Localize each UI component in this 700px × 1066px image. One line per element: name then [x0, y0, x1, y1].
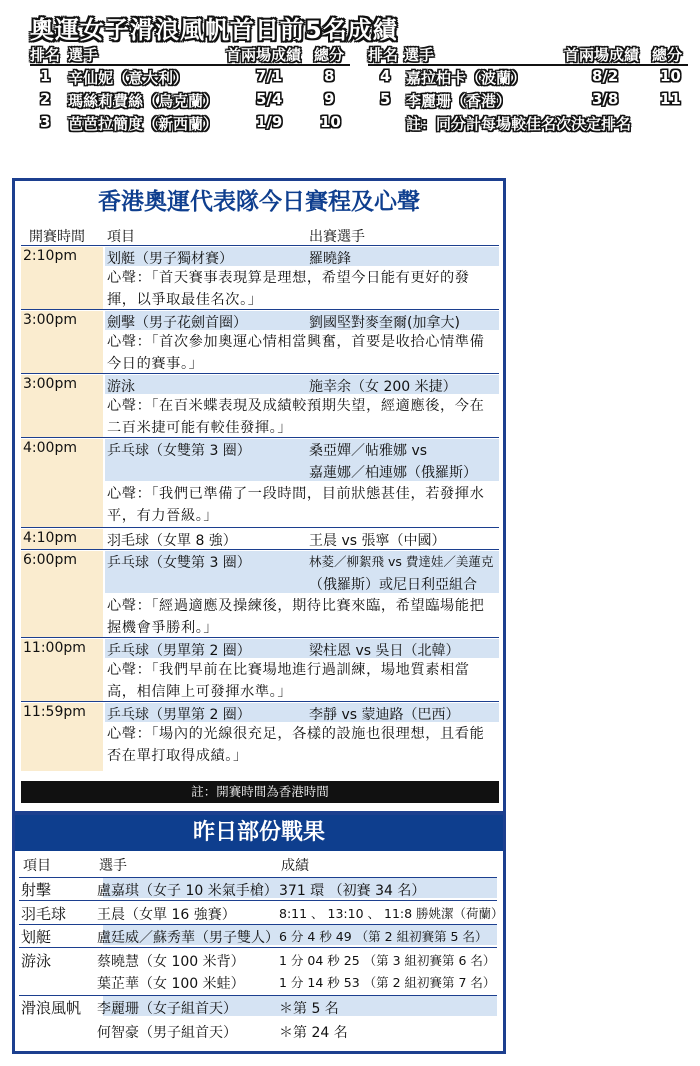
ranking-total: 11	[660, 90, 681, 108]
ranking-title: 奧運女子滑浪風帆首日前5名成績	[30, 16, 398, 44]
ranking-total: 10	[320, 113, 341, 131]
result-value: 6 分 4 秒 49 （第 2 組初賽第 5 名）	[279, 929, 488, 944]
row-divider	[21, 527, 499, 528]
event-quote: 心聲：「在百米蝶表現及成績較預期失望，經適應後，今在二百米捷可能有較佳發揮。」	[107, 398, 485, 436]
event-time: 11:59pm	[23, 704, 86, 720]
result-value: ＊第 5 名	[279, 1001, 339, 1017]
result-value: 371 環 （初賽 34 名）	[279, 883, 426, 899]
event-name: 羽毛球（女單 8 強）	[107, 533, 237, 549]
event-name: 乒乓球（女雙第 3 圈）	[107, 443, 251, 459]
event-name: 劍擊（男子花劍首圈）	[107, 315, 247, 331]
event-quote: 心聲：「經過適應及操練後，期待比賽來臨，希望臨場能把握機會爭勝利。」	[107, 598, 485, 636]
result-sport: 羽毛球	[21, 905, 67, 923]
event-time: 6:00pm	[23, 552, 77, 568]
event-athlete: 林菱／柳絮飛 vs 費達娃／美蓮克	[309, 554, 494, 569]
schedule-note: 註：開賽時間為香港時間	[21, 781, 499, 803]
ranking-total: 9	[324, 90, 335, 108]
ranking-name: 瑪絲莉費絲（烏克蘭）	[68, 92, 219, 110]
event-name: 划艇（男子獨材賽）	[107, 251, 233, 267]
schedule-panel	[12, 178, 506, 814]
ranking-rank: 1	[40, 67, 51, 85]
results-header-athlete: 選手	[99, 858, 127, 874]
results-title: 昨日部份戰果	[15, 815, 503, 851]
ranking-name: 嘉拉柏卡（波蘭）	[406, 69, 527, 87]
ranking-header-score-2: 首兩場成績	[564, 46, 640, 64]
result-sport: 划艇	[21, 928, 52, 946]
ranking-header-score: 首兩場成績	[226, 46, 302, 64]
event-athlete: 桑亞嬋／帖雅娜 vs	[309, 443, 428, 459]
event-time: 3:00pm	[23, 312, 77, 328]
ranking-score: 5/4	[256, 90, 283, 108]
ranking-rank: 5	[380, 90, 391, 108]
result-sport: 游泳	[21, 952, 52, 970]
ranking-header-rank: 排名	[30, 46, 61, 64]
result-sport: 滑浪風帆	[21, 999, 82, 1017]
results-panel	[12, 812, 506, 1054]
result-athlete: 盧廷威／蘇秀華（男子雙人）	[97, 930, 279, 946]
ranking-rank: 4	[380, 67, 391, 85]
event-athlete-line2: （俄羅斯）或尼日利亞組合	[309, 577, 477, 593]
ranking-name: 芭芭拉簡度（新西蘭）	[68, 115, 219, 133]
result-value: 8:11 、 13:10 、 11:8 勝姚潔（荷蘭）	[279, 906, 504, 921]
result-value: 1 分 04 秒 25 （第 3 組初賽第 6 名）	[279, 953, 496, 968]
row-divider	[19, 900, 497, 901]
ranking-name: 辛仙妮（意大利）	[68, 69, 189, 87]
ranking-score: 1/9	[256, 113, 283, 131]
ranking-score: 3/8	[592, 90, 619, 108]
ranking-score: 8/2	[592, 67, 619, 85]
ranking-total: 8	[324, 67, 335, 85]
ranking-header-rule-2	[368, 64, 688, 66]
schedule-header-athlete: 出賽選手	[309, 229, 365, 245]
ranking-rank: 3	[40, 113, 51, 131]
ranking-rank: 2	[40, 90, 51, 108]
ranking-header-name: 選手	[68, 46, 99, 64]
schedule-header-event: 項目	[107, 229, 135, 245]
result-sport: 射擊	[21, 881, 52, 899]
event-athlete: 劉國堅對麥奎爾(加拿大)	[309, 315, 460, 331]
result-value: ＊第 24 名	[279, 1025, 348, 1041]
event-athlete: 李靜 vs 蒙迪路（巴西）	[309, 707, 460, 723]
event-time: 3:00pm	[23, 376, 77, 392]
ranking-total: 10	[660, 67, 681, 85]
event-athlete-line2: 嘉蓮娜／柏連娜（俄羅斯）	[309, 465, 477, 481]
event-time: 2:10pm	[23, 248, 77, 264]
ranking-name: 李麗珊（香港）	[406, 92, 512, 110]
results-header-result: 成績	[281, 858, 309, 874]
result-athlete: 盧嘉琪（女子 10 米氣手槍）	[97, 883, 278, 899]
result-athlete: 蔡曉慧（女 100 米背）	[97, 954, 245, 970]
event-athlete: 梁柱恩 vs 吳日（北韓）	[309, 643, 460, 659]
schedule-header-time: 開賽時間	[29, 229, 85, 245]
ranking-header-total-2: 總分	[652, 46, 683, 64]
event-name: 游泳	[107, 379, 135, 395]
result-value: 1 分 14 秒 53 （第 2 組初賽第 7 名）	[279, 975, 496, 990]
result-athlete: 何智豪（男子組首天）	[97, 1025, 237, 1041]
ranking-header-rank-2: 排名	[368, 46, 399, 64]
event-quote: 心聲：「場內的光線很充足，各樣的設施也很理想，且看能否在單打取得成績。」	[107, 726, 485, 764]
result-athlete: 李麗珊（女子組首天）	[97, 1001, 237, 1017]
ranking-header-total: 總分	[314, 46, 345, 64]
schedule-title: 香港奧運代表隊今日賽程及心聲	[98, 189, 420, 215]
row-divider	[21, 245, 499, 246]
event-quote: 心聲：「首天賽事表現算是理想，希望今日能有更好的發揮，以爭取最佳名次。」	[107, 270, 470, 308]
event-athlete: 施幸余（女 200 米捷）	[309, 379, 457, 395]
row-divider	[19, 947, 497, 948]
event-quote: 心聲：「我們已準備了一段時間，目前狀態甚佳，若發揮水平，有力晉級。」	[107, 486, 485, 524]
ranking-note: 註：同分計每場較佳名次決定排名	[406, 115, 632, 133]
event-athlete: 羅曉鋒	[309, 251, 351, 267]
result-athlete: 王晨（女單 16 強賽）	[97, 907, 236, 923]
result-athlete: 葉芷華（女 100 米蛙）	[97, 976, 245, 992]
ranking-score: 7/1	[256, 67, 283, 85]
event-quote: 心聲：「首次參加奧運心情相當興奮，首要是收拾心情準備今日的賽事。」	[107, 334, 485, 372]
event-time: 11:00pm	[23, 640, 86, 656]
event-name: 乒乓球（男單第 2 圈）	[107, 707, 251, 723]
ranking-header-rule	[30, 64, 350, 66]
event-name: 乒乓球（男單第 2 圈）	[107, 643, 251, 659]
event-name: 乒乓球（女雙第 3 圈）	[107, 555, 251, 571]
event-quote: 心聲：「我們早前在比賽場地進行過訓練，場地質素相當高，相信陣上可發揮水準。」	[107, 662, 470, 700]
event-athlete: 王晨 vs 張寧（中國）	[309, 533, 446, 549]
event-time: 4:00pm	[23, 440, 77, 456]
results-header-sport: 項目	[23, 858, 51, 874]
event-time: 4:10pm	[23, 530, 77, 546]
ranking-header-name-2: 選手	[404, 46, 435, 64]
